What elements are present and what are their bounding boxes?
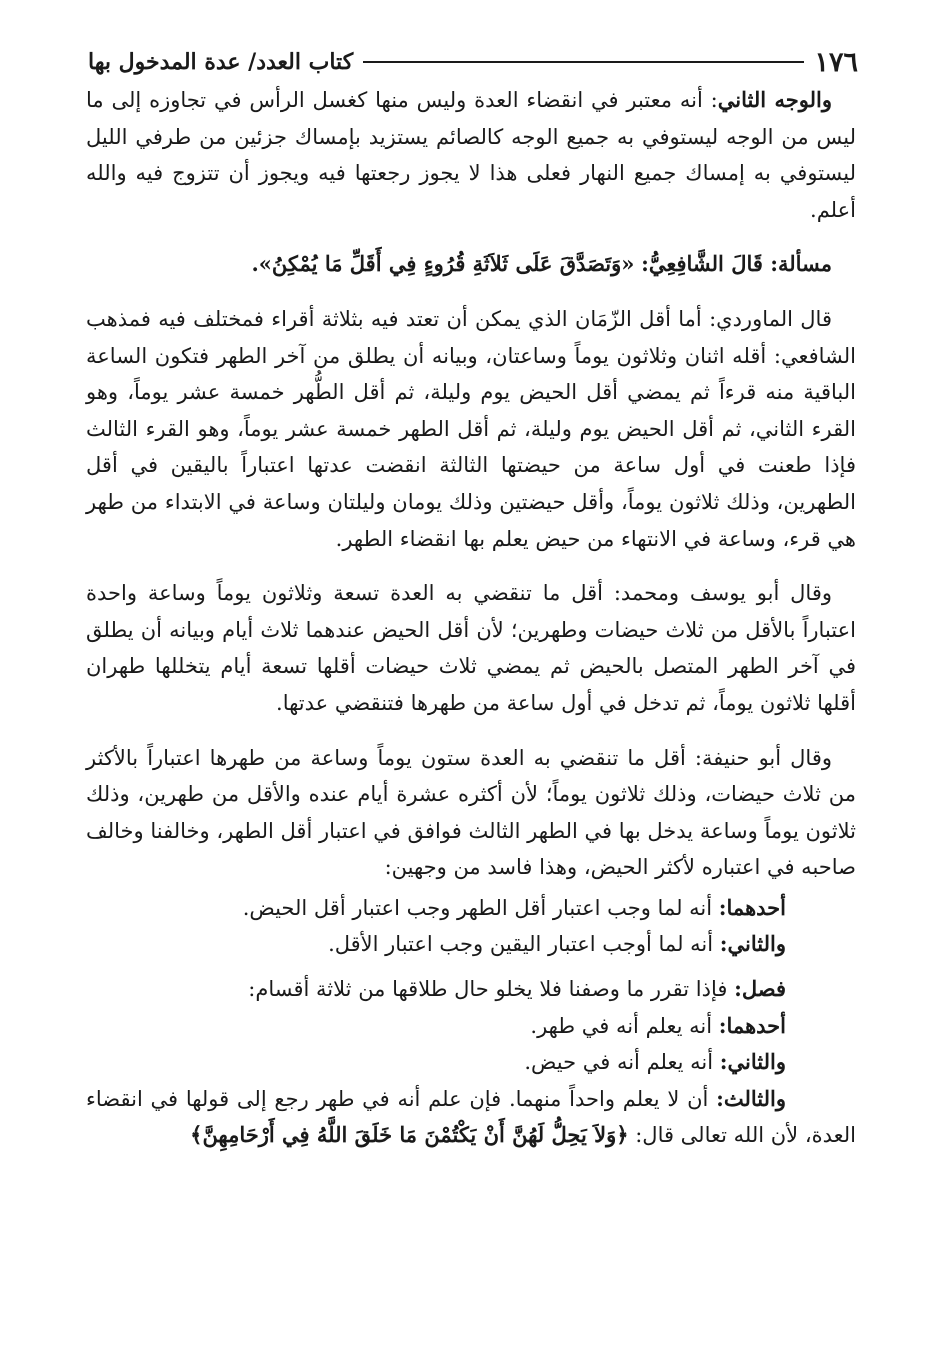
paragraph-abu-hanifa: وقال أبو حنيفة: أقل ما تنقضي به العدة ستون يوماً وساعة من طهرها اعتباراً بالأكثر من ثلاث حيضات، وذلك ثلاثون يوماً؛ لأن أكثره عشرة أيام عنده والأقل من طهرين، وذلك ثلاثون يوماً وساعة يدخل بها في الطهر الثالث فوافق في اعتبار أقل الطهر، وخالفنا وخالف صاحبه في اعتباره لأكثر الحيض، وهذا فاسد من وجهين: (86, 745, 856, 880)
case-2-lead: والثاني: (719, 1049, 786, 1075)
fasl-section (86, 971, 786, 1008)
fasl-text: فإذا تقرر ما وصفنا فلا يخلو حال طلاقها من ثلاثة أقسام: (248, 977, 728, 1002)
paragraph-abu-yusuf: وقال أبو يوسف ومحمد: أقل ما تنقضي به العدة تسعة وثلاثون يوماً وساعة واحدة اعتباراً بالأقل من ثلاث حيضات وطهرين؛ لأن أقل الحيض عندهما ثلاث أيام وبيانه أن يطلق في آخر الطهر المتصل بالحيض ثم يمضي ثلاث حيضات أقلها تسعة أيام يتخللها طهران أقلها ثلاثون يوماً، ثم تدخل في أول ساعة من طهرها فتنقضي عدتها. (86, 581, 856, 715)
reason-1-text: أنه لما وجب اعتبار أقل الطهر وجب اعتبار أقل الحيض. (242, 895, 713, 920)
case-3-lead: والثالث: (716, 1085, 786, 1111)
case-1-lead: أحدهما: (718, 1012, 786, 1038)
fasl-lead: فصل: (734, 976, 786, 1002)
case-1 (86, 1008, 786, 1045)
masala-quote: «وَتَصَدَّقَ عَلَى ثَلاَثَةِ قُرُوءٍ فِي أَقَلِّ مَا يُمْكِنُ». (251, 251, 635, 277)
paragraph-second-aspect (86, 82, 856, 228)
paragraph-mawardi: قال الماوردي: أما أقل الزّمَان الذي يمكن أن تعتد فيه بثلاثة أقراء فمختلف فيه فمذهب الشافعي: أقله اثنان وثلاثون يوماً وساعتان، وبيانه أن يطلق من آخر الطهر فتكون الساعة الباقية منه قرءاً ثم يمضي أقل الحيض يوم وليلة، ثم أقل الطُّهر خمسة عشر يوماً، وهو القرء الثاني، ثم أقل الحيض يوم وليلة، ثم أقل الطهر خمسة عشر يوماً، وهو القرء الثالث فإذا طعنت في أول ساعة من حيضتها الثالثة انقضت عدتها اعتباراً باليقين في أقل الطهرين، وذلك ثلاثون يوماً، وأقل حيضتين وذلك يومان وليلتان وساعة في الابتداء من طهر هي قرء، وساعة في الانتهاء من حيض يعلم بها انقضاء الطهر. (86, 306, 856, 551)
case-2-text: أنه يعلم أنه في حيض. (524, 1050, 714, 1075)
quran-quote: ﴿وَلاَ يَحِلُّ لَهُنَّ أَنْ يَكْتُمْنَ مَا خَلَقَ اللَّهُ فِي أَرْحَامِهِنَّ﴾ (190, 1122, 629, 1148)
page-body (86, 82, 856, 1154)
reason-2-text: أنه لما أوجب اعتبار اليقين وجب اعتبار الأقل. (328, 932, 714, 957)
reason-1-lead: أحدهما: (718, 894, 786, 920)
reason-2 (86, 926, 786, 963)
masala-lead: مسألة: قَالَ الشَّافِعِيُّ: (641, 251, 832, 277)
reason-2-lead: والثاني: (719, 931, 786, 957)
reason-1 (86, 890, 786, 927)
masala-heading (86, 246, 856, 283)
case-1-text: أنه يعلم أنه في طهر. (530, 1013, 713, 1038)
paragraph-text: : أنه معتبر في انقضاء العدة وليس منها كغسل الرأس في تجاوزه إلى ما ليس من الوجه ليستوفي به جميع الوجه كالصائم يستزيد بإمساك جزئين من طرفي الليل ليستوفي به إمساك جميع النهار فعلى هذا لا يجوز رجعتها فيه ويجوز أن تتزوج فيه والله أعلم. (86, 88, 856, 222)
header-rule (363, 61, 804, 63)
case-3 (86, 1081, 856, 1154)
page-number: ١٧٦ (814, 46, 858, 78)
case-2 (86, 1044, 786, 1081)
running-title: كتاب العدد/ عدة المدخول بها (88, 49, 354, 75)
page-header (88, 42, 858, 82)
lead-term: والوجه الثاني (717, 87, 832, 112)
case-3-text: أن لا يعلم واحداً منهما. فإن علم أنه في طهر رجع إلى قولها في انقضاء العدة، لأن الله تعالى قال: (86, 1086, 856, 1148)
